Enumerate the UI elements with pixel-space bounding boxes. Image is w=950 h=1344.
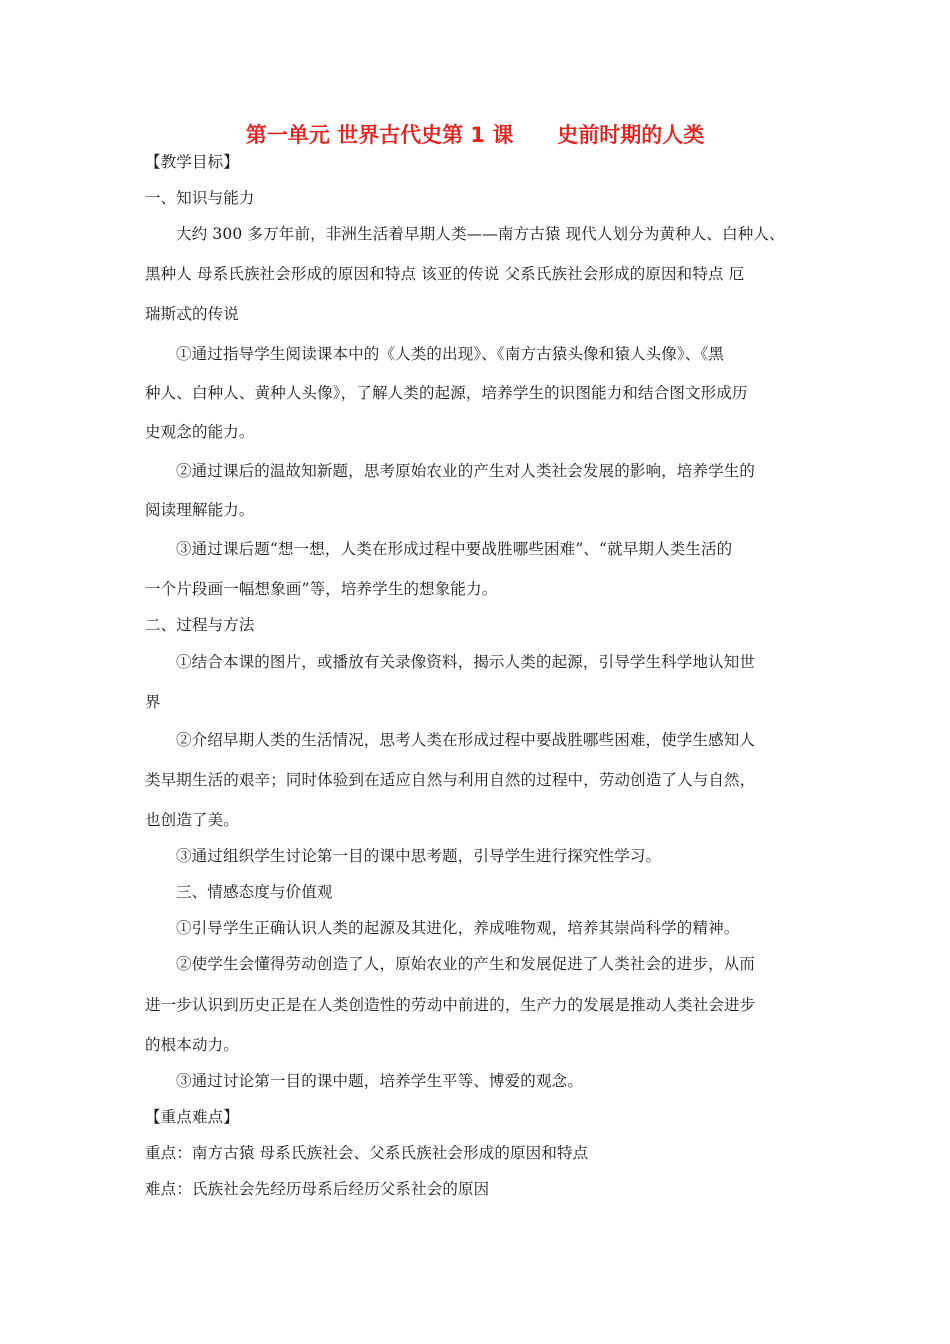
paragraph-line: ②介绍早期人类的生活情况，思考人类在形成过程中要战胜哪些困难，使学生感知人 [176,731,756,749]
subsection-heading-knowledge: 一、知识与能力 [145,189,255,207]
subsection-heading-process: 二、过程与方法 [145,616,255,634]
paragraph-line: ③通过课后题“想一想，人类在形成过程中要战胜哪些困难”、“就早期人类生活的 [176,540,733,558]
paragraph-line: 一个片段画一幅想象画”等，培养学生的想象能力。 [145,580,498,598]
paragraph-line: 类早期生活的艰辛；同时体验到在适应自然与利用自然的过程中，劳动创造了人与自然， [145,771,756,789]
paragraph-line: 黑种人 母系氏族社会形成的原因和特点 该亚的传说 父系氏族社会形成的原因和特点 厄 [145,265,745,283]
paragraph-line: ①通过指导学生阅读课本中的《人类的出现》、《南方古猿头像和猿人头像》、《黑 [176,345,725,363]
paragraph-line: 大约 300 多万年前，非洲生活着早期人类——南方古猿 现代人划分为黄种人、白种人、 [176,225,785,243]
paragraph-line: ①引导学生正确认识人类的起源及其进化，养成唯物观，培养其崇尚科学的精神。 [176,919,740,937]
paragraph-line: ③通过讨论第一目的课中题，培养学生平等、博爱的观念。 [176,1072,583,1090]
paragraph-line: ①结合本课的图片，或播放有关录像资料，揭示人类的起源，引导学生科学地认知世 [176,653,756,671]
paragraph-line: 史观念的能力。 [145,423,255,441]
paragraph-line: 阅读理解能力。 [145,501,255,519]
difficult-point-line: 难点：氏族社会先经历母系后经历父系社会的原因 [145,1180,490,1198]
paragraph-line: ②通过课后的温故知新题，思考原始农业的产生对人类社会发展的影响，培养学生的 [176,462,756,480]
paragraph-line: ③通过组织学生讨论第一目的课中思考题，引导学生进行探究性学习。 [176,847,662,865]
paragraph-line: 也创造了美。 [145,811,239,829]
key-point-line: 重点：南方古猿 母系氏族社会、父系氏族社会形成的原因和特点 [145,1144,589,1162]
paragraph-line: 进一步认识到历史正是在人类创造性的劳动中前进的，生产力的发展是推动人类社会进步 [145,996,756,1014]
document-title: 第一单元 世界古代史第 1 课 史前时期的人类 [245,123,705,147]
paragraph-line: ②使学生会懂得劳动创造了人，原始农业的产生和发展促进了人类社会的进步，从而 [176,955,756,973]
paragraph-line: 瑞斯忒的传说 [145,305,239,323]
section-heading-key-points: 【重点难点】 [145,1108,239,1126]
section-heading-teaching-goals: 【教学目标】 [145,153,239,171]
paragraph-line: 种人、白种人、黄种人头像》，了解人类的起源，培养学生的识图能力和结合图文形成历 [145,384,748,402]
subsection-heading-values: 三、情感态度与价值观 [176,883,333,901]
paragraph-line: 的根本动力。 [145,1036,239,1054]
paragraph-line: 界 [145,693,161,711]
